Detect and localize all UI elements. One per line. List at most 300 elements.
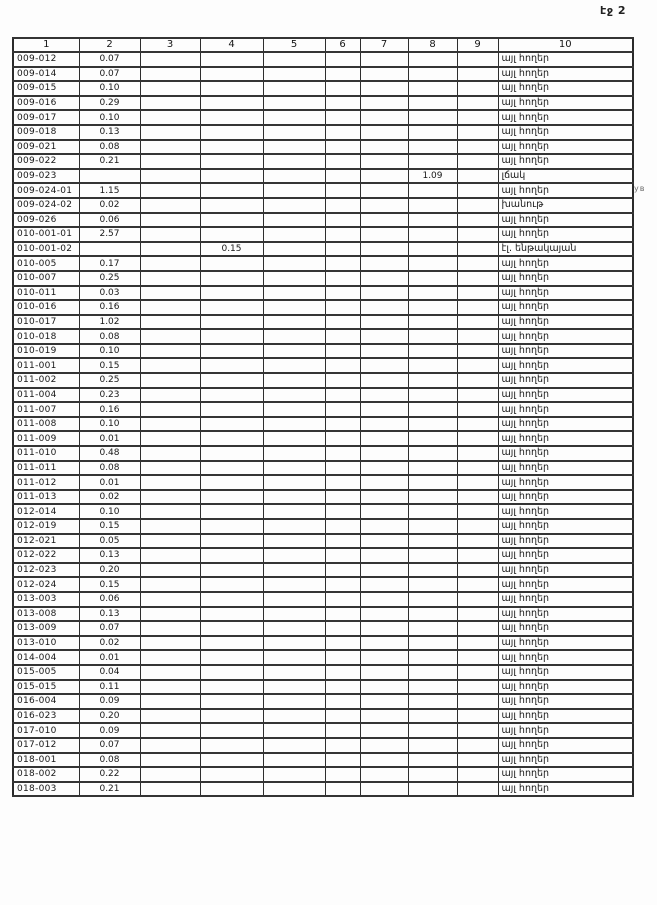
value-cell: [325, 753, 360, 768]
value-cell: [263, 431, 325, 446]
value-cell: [457, 431, 498, 446]
value-cell: [263, 125, 325, 140]
table-row: [13, 388, 633, 403]
value-cell: 0.10: [79, 344, 140, 359]
value-cell: [200, 694, 263, 709]
value-cell: [457, 67, 498, 82]
parcel-code-cell: 010-019: [13, 344, 79, 359]
value-cell: [263, 286, 325, 301]
land-type-cell: այլ հողեր: [498, 490, 633, 505]
value-cell: [325, 431, 360, 446]
land-type-cell: այլ հողեր: [498, 694, 633, 709]
value-cell: [408, 81, 457, 96]
parcel-code-cell: 010-016: [13, 300, 79, 315]
land-type-cell: այլ հողեր: [498, 140, 633, 155]
land-type-cell: այլ հողեր: [498, 358, 633, 373]
value-cell: 0.25: [79, 373, 140, 388]
value-cell: [408, 373, 457, 388]
value-cell: [360, 475, 408, 490]
value-cell: [325, 621, 360, 636]
parcel-code-cell: 011-008: [13, 417, 79, 432]
parcel-code-cell: 016-004: [13, 694, 79, 709]
land-type-cell: այլ հողեր: [498, 431, 633, 446]
value-cell: [140, 329, 200, 344]
value-cell: [325, 490, 360, 505]
value-cell: [325, 402, 360, 417]
value-cell: [360, 607, 408, 622]
page-number-label: էջ 2: [600, 4, 626, 17]
land-type-cell: այլ հողեր: [498, 96, 633, 111]
value-cell: [360, 738, 408, 753]
value-cell: 0.01: [79, 475, 140, 490]
value-cell: [325, 67, 360, 82]
column-header: 1: [13, 38, 79, 52]
table-row: [13, 461, 633, 476]
value-cell: [140, 402, 200, 417]
parcel-code-cell: 009-017: [13, 110, 79, 125]
value-cell: [263, 373, 325, 388]
value-cell: [457, 169, 498, 184]
value-cell: 0.10: [79, 81, 140, 96]
value-cell: [263, 329, 325, 344]
table-row: [13, 592, 633, 607]
value-cell: [457, 227, 498, 242]
land-type-cell: այլ հողեր: [498, 417, 633, 432]
value-cell: [200, 577, 263, 592]
value-cell: [140, 315, 200, 330]
value-cell: [457, 417, 498, 432]
parcel-code-cell: 011-004: [13, 388, 79, 403]
value-cell: [325, 213, 360, 228]
table-row: [13, 183, 633, 198]
value-cell: [140, 490, 200, 505]
table-row: [13, 577, 633, 592]
value-cell: [200, 81, 263, 96]
value-cell: [140, 373, 200, 388]
value-cell: [263, 140, 325, 155]
table-row: [13, 271, 633, 286]
value-cell: [140, 154, 200, 169]
parcel-code-cell: 012-024: [13, 577, 79, 592]
land-type-cell: այլ հողեր: [498, 621, 633, 636]
value-cell: [408, 198, 457, 213]
value-cell: [457, 358, 498, 373]
value-cell: [457, 402, 498, 417]
parcel-code-cell: 011-010: [13, 446, 79, 461]
land-type-cell: այլ հողեր: [498, 110, 633, 125]
value-cell: [408, 504, 457, 519]
table-row: [13, 300, 633, 315]
value-cell: [360, 621, 408, 636]
land-type-cell: այլ հողեր: [498, 329, 633, 344]
value-cell: [325, 329, 360, 344]
parcel-code-cell: 018-002: [13, 767, 79, 782]
value-cell: [457, 52, 498, 67]
land-type-cell: այլ հողեր: [498, 315, 633, 330]
value-cell: [457, 446, 498, 461]
value-cell: [325, 183, 360, 198]
value-cell: [140, 782, 200, 797]
land-type-cell: խանութ: [498, 198, 633, 213]
land-type-cell: այլ հողեր: [498, 636, 633, 651]
value-cell: 0.03: [79, 286, 140, 301]
value-cell: [263, 548, 325, 563]
table-row: [13, 286, 633, 301]
parcel-code-cell: 010-018: [13, 329, 79, 344]
value-cell: [408, 286, 457, 301]
table-row: [13, 81, 633, 96]
column-header: 3: [140, 38, 200, 52]
value-cell: 0.20: [79, 709, 140, 724]
value-cell: [408, 446, 457, 461]
value-cell: [140, 519, 200, 534]
value-cell: 0.13: [79, 607, 140, 622]
parcel-code-cell: 012-023: [13, 563, 79, 578]
value-cell: [325, 563, 360, 578]
value-cell: [360, 709, 408, 724]
land-type-cell: այլ հողեր: [498, 709, 633, 724]
value-cell: [200, 650, 263, 665]
parcel-code-cell: 010-017: [13, 315, 79, 330]
value-cell: [408, 154, 457, 169]
land-type-cell: այլ հողեր: [498, 81, 633, 96]
value-cell: [140, 110, 200, 125]
value-cell: [200, 607, 263, 622]
value-cell: [408, 431, 457, 446]
value-cell: [360, 256, 408, 271]
table-row: [13, 636, 633, 651]
parcel-code-cell: 016-023: [13, 709, 79, 724]
value-cell: [325, 767, 360, 782]
value-cell: [457, 694, 498, 709]
parcel-code-cell: 009-023: [13, 169, 79, 184]
value-cell: [263, 358, 325, 373]
value-cell: [200, 782, 263, 797]
value-cell: [263, 607, 325, 622]
value-cell: [360, 52, 408, 67]
value-cell: [408, 125, 457, 140]
value-cell: [360, 490, 408, 505]
value-cell: [325, 300, 360, 315]
value-cell: [408, 140, 457, 155]
value-cell: [263, 315, 325, 330]
value-cell: 0.01: [79, 650, 140, 665]
value-cell: [263, 563, 325, 578]
value-cell: [263, 67, 325, 82]
value-cell: [200, 417, 263, 432]
value-cell: 0.29: [79, 96, 140, 111]
value-cell: [408, 694, 457, 709]
value-cell: [263, 52, 325, 67]
value-cell: [360, 723, 408, 738]
value-cell: 0.07: [79, 52, 140, 67]
value-cell: [200, 431, 263, 446]
value-cell: [200, 315, 263, 330]
value-cell: [263, 782, 325, 797]
parcel-code-cell: 018-001: [13, 753, 79, 768]
value-cell: [457, 329, 498, 344]
parcel-code-cell: 017-012: [13, 738, 79, 753]
land-type-cell: այլ հողեր: [498, 67, 633, 82]
value-cell: [360, 636, 408, 651]
value-cell: [408, 753, 457, 768]
value-cell: [140, 767, 200, 782]
value-cell: [200, 140, 263, 155]
value-cell: 1.09: [408, 169, 457, 184]
value-cell: [408, 388, 457, 403]
value-cell: [200, 227, 263, 242]
parcel-code-cell: 018-003: [13, 782, 79, 797]
value-cell: [200, 154, 263, 169]
value-cell: [263, 723, 325, 738]
value-cell: [325, 461, 360, 476]
table-row: [13, 519, 633, 534]
value-cell: [457, 534, 498, 549]
value-cell: [263, 402, 325, 417]
value-cell: [457, 110, 498, 125]
value-cell: [263, 388, 325, 403]
value-cell: [200, 256, 263, 271]
value-cell: [263, 169, 325, 184]
parcel-code-cell: 012-021: [13, 534, 79, 549]
value-cell: [457, 81, 498, 96]
value-cell: [325, 271, 360, 286]
value-cell: [200, 213, 263, 228]
value-cell: [360, 431, 408, 446]
table-row: [13, 431, 633, 446]
land-type-cell: այլ հողեր: [498, 680, 633, 695]
value-cell: [200, 125, 263, 140]
column-header: 8: [408, 38, 457, 52]
value-cell: [263, 636, 325, 651]
table-row: [13, 96, 633, 111]
value-cell: [140, 577, 200, 592]
value-cell: [263, 650, 325, 665]
value-cell: [200, 183, 263, 198]
value-cell: [408, 300, 457, 315]
value-cell: [408, 607, 457, 622]
value-cell: [140, 271, 200, 286]
column-header: 5: [263, 38, 325, 52]
table-row: [13, 329, 633, 344]
value-cell: [200, 636, 263, 651]
table-row: [13, 723, 633, 738]
value-cell: [140, 242, 200, 257]
table-row: [13, 694, 633, 709]
value-cell: [360, 169, 408, 184]
value-cell: [140, 227, 200, 242]
land-type-cell: այլ հողեր: [498, 577, 633, 592]
value-cell: [200, 738, 263, 753]
value-cell: [263, 256, 325, 271]
value-cell: [200, 67, 263, 82]
value-cell: [140, 344, 200, 359]
value-cell: [200, 753, 263, 768]
table-row: [13, 504, 633, 519]
value-cell: [200, 621, 263, 636]
value-cell: [457, 475, 498, 490]
value-cell: [457, 607, 498, 622]
value-cell: [408, 621, 457, 636]
value-cell: [360, 680, 408, 695]
value-cell: [360, 753, 408, 768]
parcel-code-cell: 012-014: [13, 504, 79, 519]
value-cell: [325, 227, 360, 242]
table-row: [13, 373, 633, 388]
land-type-cell: այլ հողեր: [498, 344, 633, 359]
value-cell: [457, 286, 498, 301]
value-cell: 0.17: [79, 256, 140, 271]
value-cell: [263, 592, 325, 607]
parcel-code-cell: 011-009: [13, 431, 79, 446]
parcel-code-cell: 010-007: [13, 271, 79, 286]
value-cell: [325, 358, 360, 373]
value-cell: [325, 723, 360, 738]
land-type-cell: այլ հողեր: [498, 753, 633, 768]
value-cell: 1.15: [79, 183, 140, 198]
value-cell: [325, 738, 360, 753]
value-cell: [408, 782, 457, 797]
value-cell: [360, 315, 408, 330]
table-row: [13, 680, 633, 695]
value-cell: [325, 286, 360, 301]
value-cell: [140, 650, 200, 665]
value-cell: [140, 636, 200, 651]
table-row: [13, 709, 633, 724]
table-row: [13, 782, 633, 797]
parcel-code-cell: 009-016: [13, 96, 79, 111]
parcel-code-cell: 011-001: [13, 358, 79, 373]
value-cell: [263, 753, 325, 768]
parcel-code-cell: 009-014: [13, 67, 79, 82]
land-type-cell: էլ. ենթակայան: [498, 242, 633, 257]
value-cell: [360, 329, 408, 344]
value-cell: 0.05: [79, 534, 140, 549]
table-row: [13, 621, 633, 636]
value-cell: [263, 154, 325, 169]
value-cell: 0.25: [79, 271, 140, 286]
table-row: [13, 475, 633, 490]
value-cell: [457, 621, 498, 636]
value-cell: [263, 490, 325, 505]
value-cell: 0.09: [79, 723, 140, 738]
value-cell: 0.15: [79, 519, 140, 534]
value-cell: 0.48: [79, 446, 140, 461]
land-type-cell: այլ հողեր: [498, 125, 633, 140]
value-cell: [200, 110, 263, 125]
value-cell: [140, 300, 200, 315]
land-type-cell: այլ հողեր: [498, 548, 633, 563]
value-cell: [408, 490, 457, 505]
value-cell: [140, 125, 200, 140]
value-cell: [325, 607, 360, 622]
value-cell: [408, 227, 457, 242]
value-cell: [140, 592, 200, 607]
value-cell: [325, 256, 360, 271]
value-cell: [200, 461, 263, 476]
table-row: [13, 256, 633, 271]
header-row: [13, 38, 633, 52]
value-cell: [360, 782, 408, 797]
parcel-code-cell: 015-005: [13, 665, 79, 680]
land-type-cell: այլ հողեր: [498, 286, 633, 301]
value-cell: [140, 198, 200, 213]
parcel-code-cell: 013-010: [13, 636, 79, 651]
value-cell: [457, 256, 498, 271]
value-cell: [200, 548, 263, 563]
parcel-code-cell: 011-002: [13, 373, 79, 388]
value-cell: [457, 753, 498, 768]
value-cell: [408, 592, 457, 607]
value-cell: [263, 110, 325, 125]
value-cell: [140, 461, 200, 476]
value-cell: [408, 242, 457, 257]
value-cell: 0.21: [79, 154, 140, 169]
value-cell: [200, 665, 263, 680]
value-cell: [360, 358, 408, 373]
value-cell: [263, 242, 325, 257]
land-type-cell: այլ հողեր: [498, 504, 633, 519]
value-cell: [457, 213, 498, 228]
value-cell: [408, 256, 457, 271]
value-cell: [457, 96, 498, 111]
value-cell: [360, 140, 408, 155]
value-cell: [457, 636, 498, 651]
value-cell: 0.08: [79, 329, 140, 344]
value-cell: [360, 665, 408, 680]
value-cell: [200, 723, 263, 738]
table-row: [13, 154, 633, 169]
value-cell: [325, 169, 360, 184]
column-header: 4: [200, 38, 263, 52]
value-cell: [408, 461, 457, 476]
value-cell: [360, 81, 408, 96]
value-cell: [360, 286, 408, 301]
value-cell: 0.08: [79, 753, 140, 768]
value-cell: [408, 767, 457, 782]
parcel-code-cell: 010-001-02: [13, 242, 79, 257]
value-cell: [200, 490, 263, 505]
value-cell: [140, 213, 200, 228]
value-cell: [457, 198, 498, 213]
value-cell: [140, 52, 200, 67]
column-header: 7: [360, 38, 408, 52]
land-type-cell: այլ հողեր: [498, 475, 633, 490]
value-cell: [457, 490, 498, 505]
value-cell: [408, 680, 457, 695]
table-row: [13, 227, 633, 242]
value-cell: [140, 169, 200, 184]
value-cell: [408, 665, 457, 680]
value-cell: [408, 475, 457, 490]
value-cell: [200, 52, 263, 67]
value-cell: [408, 519, 457, 534]
value-cell: [263, 665, 325, 680]
value-cell: [360, 650, 408, 665]
value-cell: [263, 81, 325, 96]
value-cell: [457, 300, 498, 315]
value-cell: [263, 300, 325, 315]
value-cell: [140, 388, 200, 403]
value-cell: [408, 96, 457, 111]
value-cell: [200, 373, 263, 388]
land-type-cell: այլ հողեր: [498, 227, 633, 242]
value-cell: [408, 329, 457, 344]
value-cell: [457, 315, 498, 330]
value-cell: 0.15: [200, 242, 263, 257]
land-type-cell: այլ հողեր: [498, 373, 633, 388]
value-cell: [200, 358, 263, 373]
